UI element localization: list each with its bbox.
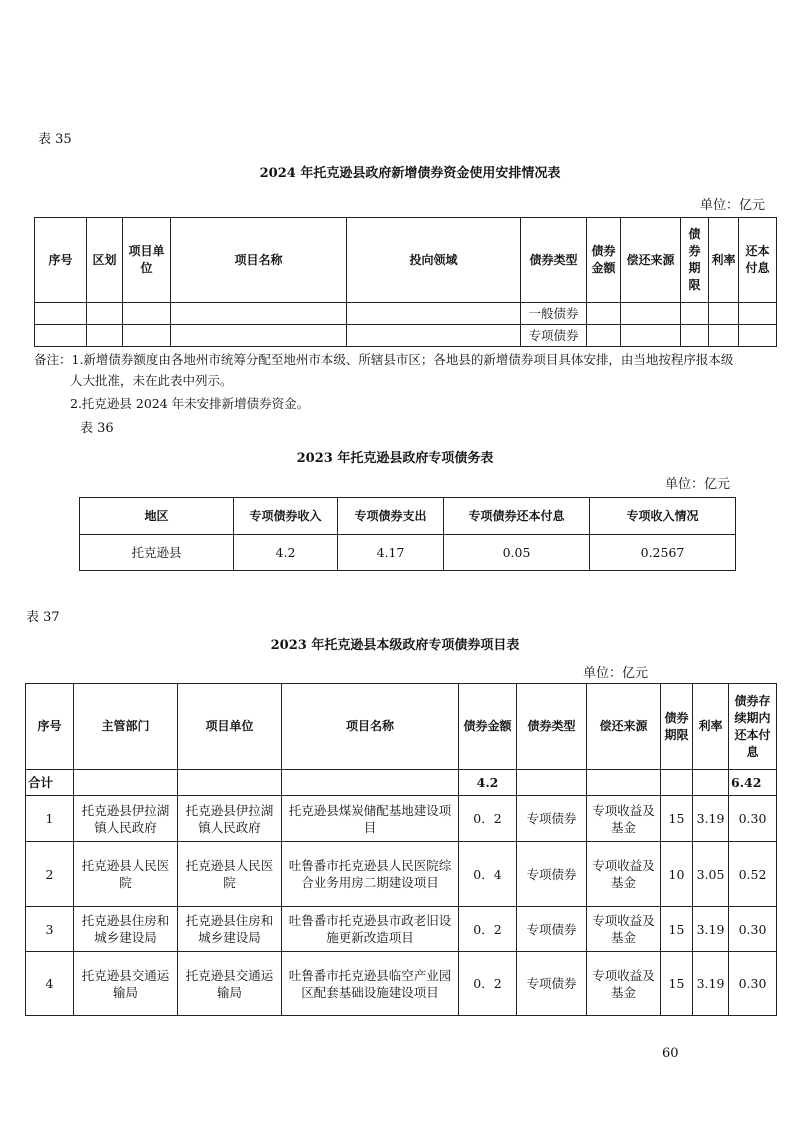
header-cell: 序号 [26, 684, 74, 770]
cell: 吐鲁番市托克逊县市政老旧设施更新改造项目 [282, 907, 459, 952]
header-cell: 债券期限 [681, 218, 709, 303]
cell [681, 325, 709, 347]
cell: 0.2567 [590, 535, 736, 571]
cell: 0.30 [729, 907, 777, 952]
cell [587, 303, 621, 325]
cell: 15 [661, 796, 693, 842]
cell: 专项债券 [517, 796, 587, 842]
cell: 专项债券 [521, 325, 587, 347]
cell: 合计 [26, 770, 74, 796]
table-row [80, 535, 736, 571]
cell: 6.42 [729, 770, 777, 796]
cell: 托克逊县煤炭储配基地建设项目 [282, 796, 459, 842]
header-cell: 专项债券收入 [234, 498, 338, 535]
header-cell: 利率 [693, 684, 729, 770]
cell: 托克逊县伊拉湖镇人民政府 [74, 796, 178, 842]
cell [739, 303, 777, 325]
cell: 0．2 [459, 796, 517, 842]
cell [693, 770, 729, 796]
cell: 0.30 [729, 796, 777, 842]
cell: 4.2 [459, 770, 517, 796]
header-cell: 债券金额 [587, 218, 621, 303]
table-row [35, 325, 777, 347]
header-cell: 利率 [709, 218, 739, 303]
cell [178, 770, 282, 796]
table-35-label: 表 35 [38, 132, 72, 147]
cell: 托克逊县人民医院 [74, 842, 178, 907]
table-36-label: 表 36 [80, 421, 114, 436]
table-row [26, 796, 777, 842]
note-1-continued: 人大批准，未在此表中列示。 [70, 373, 233, 388]
table-row [26, 907, 777, 952]
header-cell: 项目名称 [171, 218, 347, 303]
cell [74, 770, 178, 796]
cell: 托克逊县住房和城乡建设局 [74, 907, 178, 952]
cell: 托克逊县住房和城乡建设局 [178, 907, 282, 952]
header-cell: 主管部门 [74, 684, 178, 770]
header-cell: 专项债券还本付息 [444, 498, 590, 535]
header-cell: 偿还来源 [621, 218, 681, 303]
cell: 3.19 [693, 907, 729, 952]
cell: 0.52 [729, 842, 777, 907]
cell [517, 770, 587, 796]
cell [681, 303, 709, 325]
header-cell: 偿还来源 [587, 684, 661, 770]
cell: 15 [661, 952, 693, 1016]
header-cell: 专项债券支出 [338, 498, 444, 535]
cell: 托克逊县人民医院 [178, 842, 282, 907]
cell: 3 [26, 907, 74, 952]
table-row [35, 303, 777, 325]
header-cell: 项目名称 [282, 684, 459, 770]
note-1: 备注：1.新增债券额度由各地州市统筹分配至地州市本级、所辖县市区；各地县的新增债券项目具体安排，由当地按程序报本级 [34, 352, 734, 367]
cell: 0．4 [459, 842, 517, 907]
header-cell: 债券类型 [521, 218, 587, 303]
cell: 吐鲁番市托克逊县人民医院综合业务用房二期建设项目 [282, 842, 459, 907]
cell: 专项收益及基金 [587, 796, 661, 842]
table-37 [25, 683, 777, 1016]
table-row [26, 842, 777, 907]
header-cell: 投向领域 [347, 218, 521, 303]
cell [282, 770, 459, 796]
cell [35, 303, 87, 325]
cell: 1 [26, 796, 74, 842]
cell: 托克逊县交通运输局 [178, 952, 282, 1016]
table-36 [79, 497, 736, 571]
cell [87, 325, 123, 347]
cell: 吐鲁番市托克逊县临空产业园区配套基础设施建设项目 [282, 952, 459, 1016]
header-cell: 专项收入情况 [590, 498, 736, 535]
page-number: 60 [662, 1046, 679, 1061]
header-cell: 债券金额 [459, 684, 517, 770]
table-35-title: 2024 年托克逊县政府新增债券资金使用安排情况表 [259, 166, 561, 181]
table-header-row [80, 498, 736, 535]
header-cell: 地区 [80, 498, 234, 535]
cell: 一般债券 [521, 303, 587, 325]
cell: 0.05 [444, 535, 590, 571]
cell: 专项债券 [517, 907, 587, 952]
cell: 4 [26, 952, 74, 1016]
header-cell: 区划 [87, 218, 123, 303]
table-row [26, 952, 777, 1016]
table-37-title: 2023 年托克逊县本级政府专项债券项目表 [270, 638, 520, 653]
table-35-unit: 单位：亿元 [700, 198, 766, 213]
table-36-unit: 单位：亿元 [665, 477, 731, 492]
table-header-row [35, 218, 777, 303]
cell [35, 325, 87, 347]
total-row [26, 770, 777, 796]
cell [123, 303, 171, 325]
cell [347, 303, 521, 325]
cell: 托克逊县 [80, 535, 234, 571]
cell: 3.05 [693, 842, 729, 907]
cell [661, 770, 693, 796]
cell [87, 303, 123, 325]
cell [171, 303, 347, 325]
cell [171, 325, 347, 347]
cell [123, 325, 171, 347]
table-36-title: 2023 年托克逊县政府专项债务表 [296, 451, 494, 466]
table-37-unit: 单位：亿元 [583, 666, 649, 681]
cell: 专项债券 [517, 952, 587, 1016]
cell [621, 303, 681, 325]
header-cell: 还本付息 [739, 218, 777, 303]
cell [347, 325, 521, 347]
cell: 专项收益及基金 [587, 952, 661, 1016]
cell [709, 303, 739, 325]
header-cell: 债券类型 [517, 684, 587, 770]
table-header-row [26, 684, 777, 770]
header-cell: 债券期限 [661, 684, 693, 770]
cell: 专项收益及基金 [587, 842, 661, 907]
cell: 10 [661, 842, 693, 907]
cell [587, 325, 621, 347]
cell: 托克逊县交通运输局 [74, 952, 178, 1016]
cell: 0．2 [459, 907, 517, 952]
header-cell: 序号 [35, 218, 87, 303]
cell [709, 325, 739, 347]
header-cell: 债券存续期内还本付息 [729, 684, 777, 770]
cell: 专项债券 [517, 842, 587, 907]
cell: 4.17 [338, 535, 444, 571]
cell [621, 325, 681, 347]
cell: 专项收益及基金 [587, 907, 661, 952]
table-35 [34, 217, 777, 347]
cell: 2 [26, 842, 74, 907]
cell: 0．2 [459, 952, 517, 1016]
note-2: 2.托克逊县 2024 年未安排新增债券资金。 [70, 396, 310, 411]
cell: 0.30 [729, 952, 777, 1016]
cell: 3.19 [693, 796, 729, 842]
table-37-label: 表 37 [26, 610, 60, 625]
header-cell: 项目单位 [178, 684, 282, 770]
header-cell: 项目单位 [123, 218, 171, 303]
cell: 4.2 [234, 535, 338, 571]
cell: 15 [661, 907, 693, 952]
cell: 3.19 [693, 952, 729, 1016]
cell: 托克逊县伊拉湖镇人民政府 [178, 796, 282, 842]
cell [587, 770, 661, 796]
cell [739, 325, 777, 347]
